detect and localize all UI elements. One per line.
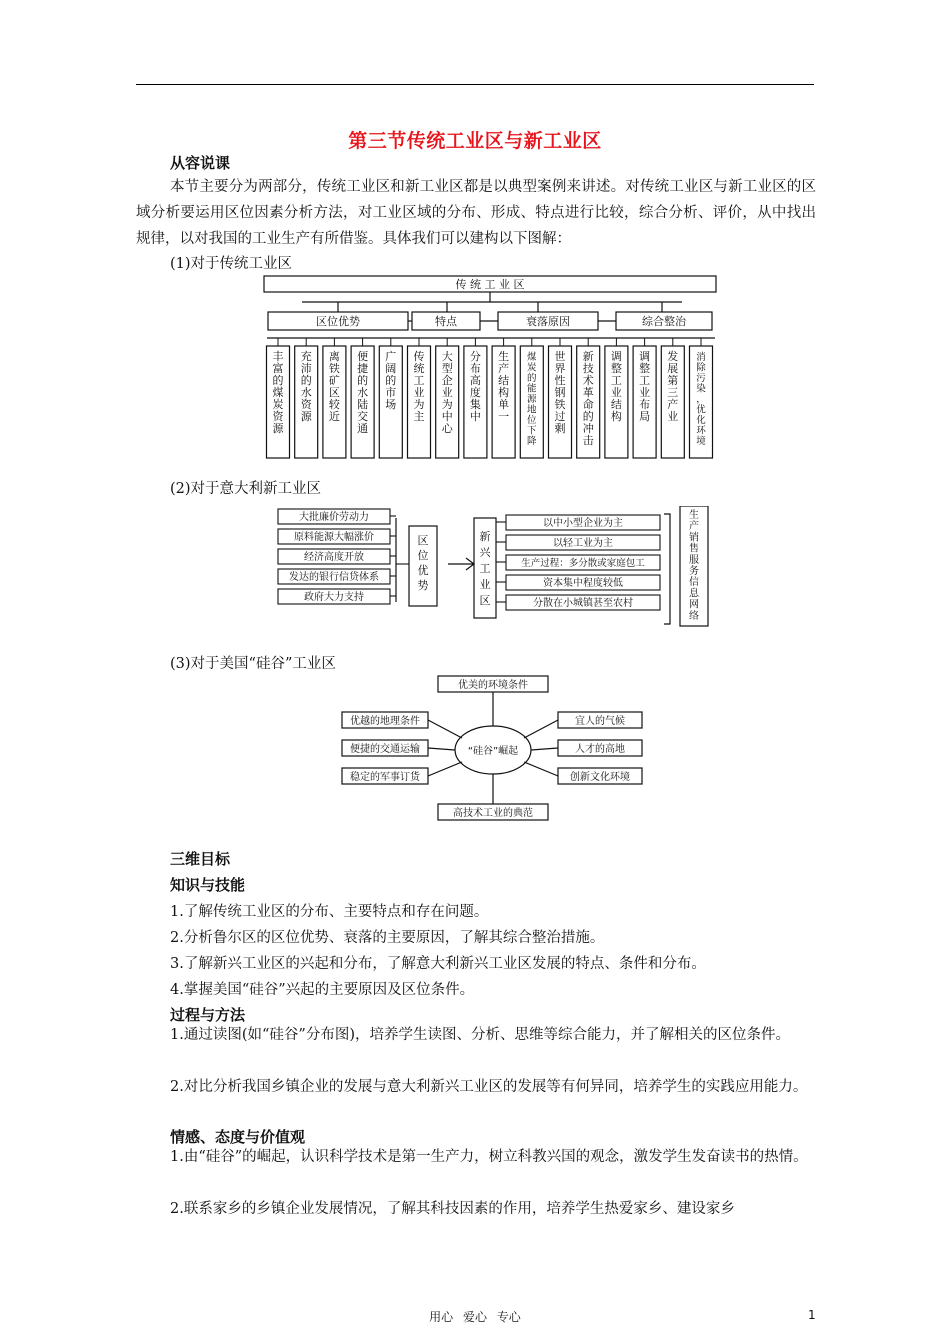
diagram2-network-label: 生产销售服务信息网络 [689,510,699,622]
values-item-1: 1.由“硅谷”的崛起，认识科学技术是第一生产力，树立科教兴国的观念，激发学生发奋读书的热情。 [170,1149,808,1165]
diagram1-leaf-5: 广阔的市场 [385,350,397,411]
silicon-valley-center: “硅谷”崛起 [467,746,519,757]
diagram1-leaf-8: 分布高度集中 [469,350,481,423]
italy-industry-diagram [276,506,710,628]
diagram1-leaf-15: 发展第三产业 [667,350,679,423]
diagram1-group-2: 特点 [435,315,457,328]
diagram1-leaf-6: 传统工业为主 [413,350,425,423]
diagram1-leaf-7: 大型企业为中心 [441,350,453,435]
process-item-1: 1.通过读图(如“硅谷”分布图)，培养学生读图、分析、思维等综合能力，并了解相关的区位条件。 [170,1027,790,1043]
diagram1-group-3: 衰落原因 [526,315,570,328]
silicon-valley-diagram [340,672,646,828]
silicon-valley-left-1: 优越的地理条件 [350,716,420,727]
process-item-2: 2.对比分析我国乡镇企业的发展与意大利新兴工业区的发展等有何异同，培养学生的实践应用能力。 [170,1079,808,1095]
diagram2-right-item-2: 以轻工业为主 [553,538,613,549]
diagram2-left-item-2: 原料能源大幅涨价 [294,532,374,543]
header-rule [136,84,814,85]
diagram2-right-item-5: 分散在小城镇甚至农村 [533,598,633,609]
diagram1-group-1: 区位优势 [316,315,360,328]
subheading-knowledge: 知识与技能 [170,876,246,894]
intro-paragraph: 本节主要分为两部分，传统工业区和新工业区都是以典型案例来讲述。对传统工业区与新工业区的区域分析要运用区位因素分析方法，对工业区域的分布、形成、特点进行比较，综合分析、评价，从中找出规律，以对我国的工业生产有所借鉴。具体我们可以建构以下图解： [136,179,816,247]
diagram1-leaf-3: 离铁矿区较近 [328,350,340,423]
diagram1-leaf-14: 调整工业布局 [639,350,651,423]
diagram1-leaf-1: 丰富的煤炭资源 [272,350,284,435]
section-heading-intro: 从容说课 [170,154,231,172]
diagram1-leaf-16: 消除污染，优化环境 [696,352,706,447]
silicon-valley-left-3: 稳定的军事订货 [350,772,420,783]
traditional-industry-diagram [262,274,720,460]
silicon-valley-bottom: 高技术工业的典范 [453,808,533,819]
silicon-valley-right-3: 创新文化环境 [570,772,630,783]
page-number: 1 [808,1308,816,1322]
diagram1-leaf-11: 世界性钢铁过剩 [554,350,566,435]
subheading-values: 情感、态度与价值观 [170,1128,306,1146]
diagram2-left-item-5: 政府大力支持 [304,592,364,603]
diagram1-top-label: 传 统 工 业 区 [455,278,525,291]
diagram3-caption: (3)对于美国“硅谷”工业区 [170,656,336,672]
silicon-valley-right-2: 人才的高地 [575,744,625,755]
diagram2-location-advantage: 区位优势 [417,534,429,592]
knowledge-item-1: 1.了解传统工业区的分布、主要特点和存在问题。 [170,904,489,920]
silicon-valley-top: 优美的环境条件 [458,680,528,691]
silicon-valley-left-2: 便捷的交通运输 [350,744,420,755]
diagram2-right-item-1: 以中小型企业为主 [543,518,623,529]
section-heading-goals: 三维目标 [170,850,231,868]
diagram1-caption: (1)对于传统工业区 [170,256,293,272]
diagram2-left-item-1: 大批廉价劳动力 [299,512,369,523]
diagram2-right-item-4: 资本集中程度较低 [543,578,623,589]
diagram2-left-item-4: 发达的银行信贷体系 [289,572,379,583]
diagram1-leaf-2: 充沛的水资源 [300,350,312,423]
diagram1-leaf-12: 新技术革命的冲击 [582,350,594,447]
values-item-2: 2.联系家乡的乡镇企业发展情况，了解其科技因素的作用，培养学生热爱家乡、建设家乡 [170,1201,735,1217]
knowledge-item-3: 3.了解新兴工业区的兴起和分布，了解意大利新兴工业区发展的特点、条件和分布。 [170,956,706,972]
diagram1-group-4: 综合整治 [642,315,686,328]
diagram2-left-item-3: 经济高度开放 [304,552,364,563]
page-title: 第三节传统工业区与新工业区 [348,130,602,152]
page-footer: 用心 爱心 专心 [429,1310,521,1324]
diagram2-caption: (2)对于意大利新工业区 [170,481,322,497]
diagram1-leaf-4: 便捷的水陆交通 [357,350,369,435]
subheading-process: 过程与方法 [170,1006,246,1024]
knowledge-item-2: 2.分析鲁尔区的区位优势、衰落的主要原因，了解其综合整治措施。 [170,930,605,946]
diagram2-right-item-3: 生产过程：多分散或家庭包工 [521,558,645,569]
silicon-valley-right-1: 宜人的气候 [575,716,625,727]
knowledge-item-4: 4.掌握美国“硅谷”兴起的主要原因及区位条件。 [170,982,475,998]
diagram1-leaf-13: 调整工业结构 [610,350,622,423]
diagram1-leaf-10: 煤炭的能源地位下降 [527,352,537,447]
diagram2-new-industrial-area: 新兴工业区 [479,530,491,607]
diagram1-leaf-9: 生产结构单一 [498,350,510,423]
